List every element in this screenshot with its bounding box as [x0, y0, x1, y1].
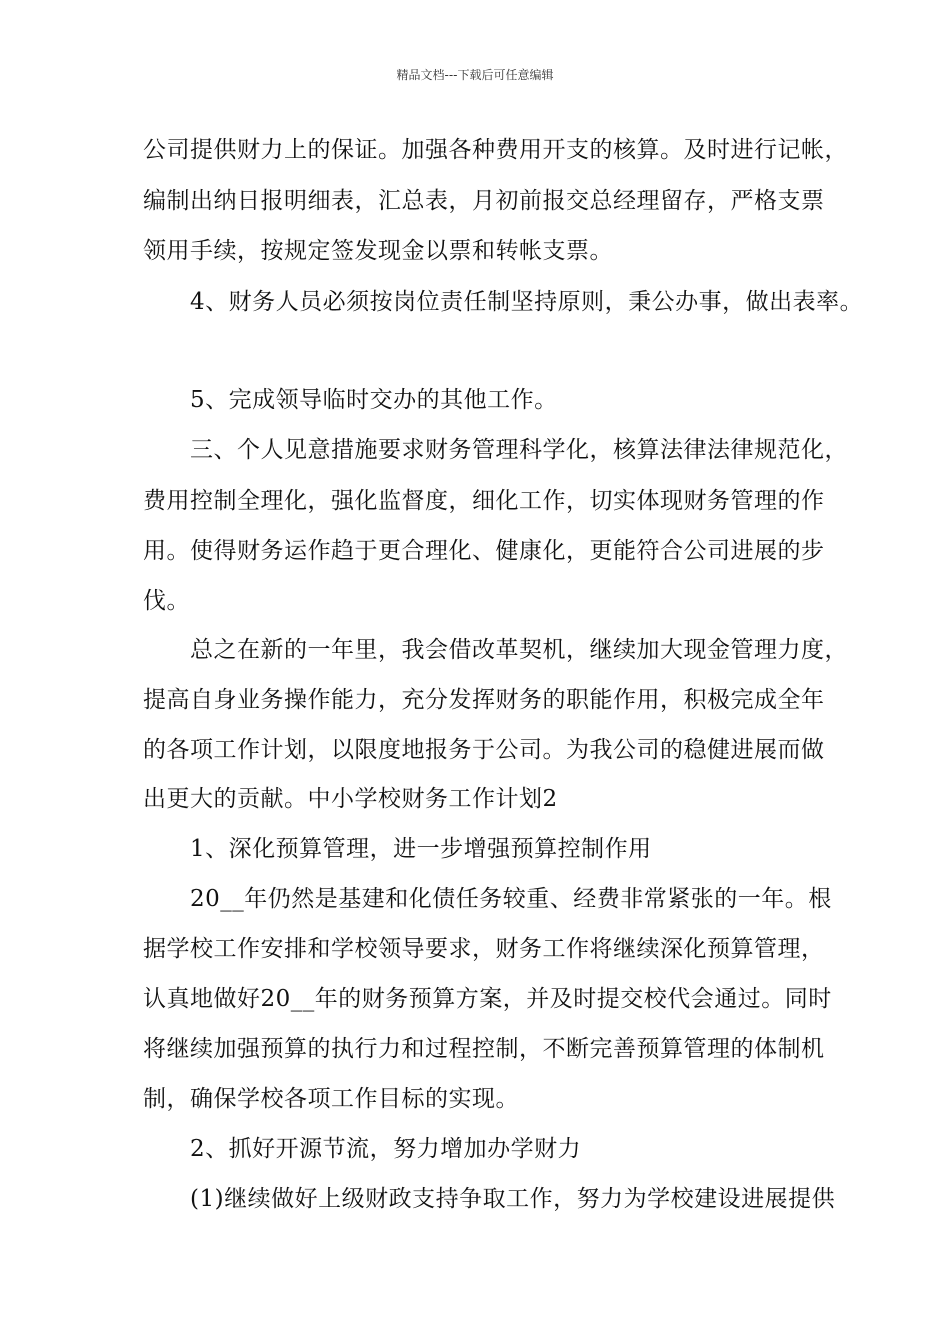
- text-line: 公司提供财力上的保证。加强各种费用开支的核算。及时进行记帐，: [143, 137, 848, 163]
- text-line: 制，确保学校各项工作目标的实现。: [143, 1086, 519, 1112]
- text-line: 1、深化预算管理，进一步增强预算控制作用: [190, 836, 652, 862]
- text-line: 2、抓好开源节流，努力增加办学财力: [190, 1136, 582, 1162]
- page-header: 精品文档---下载后可任意编辑: [396, 68, 554, 82]
- text-line: 提高自身业务操作能力，充分发挥财务的职能作用，积极完成全年: [143, 687, 825, 713]
- text-line: 5、完成领导临时交办的其他工作。: [190, 387, 558, 413]
- text-line: 4、财务人员必须按岗位责任制坚持原则，秉公办事，做出表率。: [190, 289, 864, 315]
- text-line: 20__年仍然是基建和化债任务较重、经费非常紧张的一年。根: [190, 886, 832, 912]
- text-line: (1)继续做好上级财政支持争取工作，努力为学校建设进展提供: [190, 1186, 836, 1212]
- text-line: 出更大的贡献。中小学校财务工作计划2: [143, 786, 558, 812]
- text-line: 编制出纳日报明细表，汇总表，月初前报交总经理留存，严格支票: [143, 188, 825, 214]
- text-line: 据学校工作安排和学校领导要求，财务工作将继续深化预算管理，: [143, 936, 825, 962]
- text-line: 领用手续，按规定签发现金以票和转帐支票。: [143, 238, 613, 264]
- text-line: 的各项工作计划，以限度地报务于公司。为我公司的稳健进展而做: [143, 737, 825, 763]
- text-line: 将继续加强预算的执行力和过程控制，不断完善预算管理的体制机: [143, 1036, 825, 1062]
- text-line: 费用控制全理化，强化监督度，细化工作，切实体现财务管理的作: [143, 488, 825, 514]
- text-line: 用。使得财务运作趋于更合理化、健康化，更能符合公司进展的步: [143, 538, 825, 564]
- text-line: 伐。: [143, 588, 190, 614]
- text-line: 三、个人见意措施要求财务管理科学化，核算法律法律规范化，: [190, 437, 848, 463]
- text-line: 认真地做好20__年的财务预算方案，并及时提交校代会通过。同时: [143, 986, 832, 1012]
- text-line: 总之在新的一年里，我会借改革契机，继续加大现金管理力度，: [190, 637, 848, 663]
